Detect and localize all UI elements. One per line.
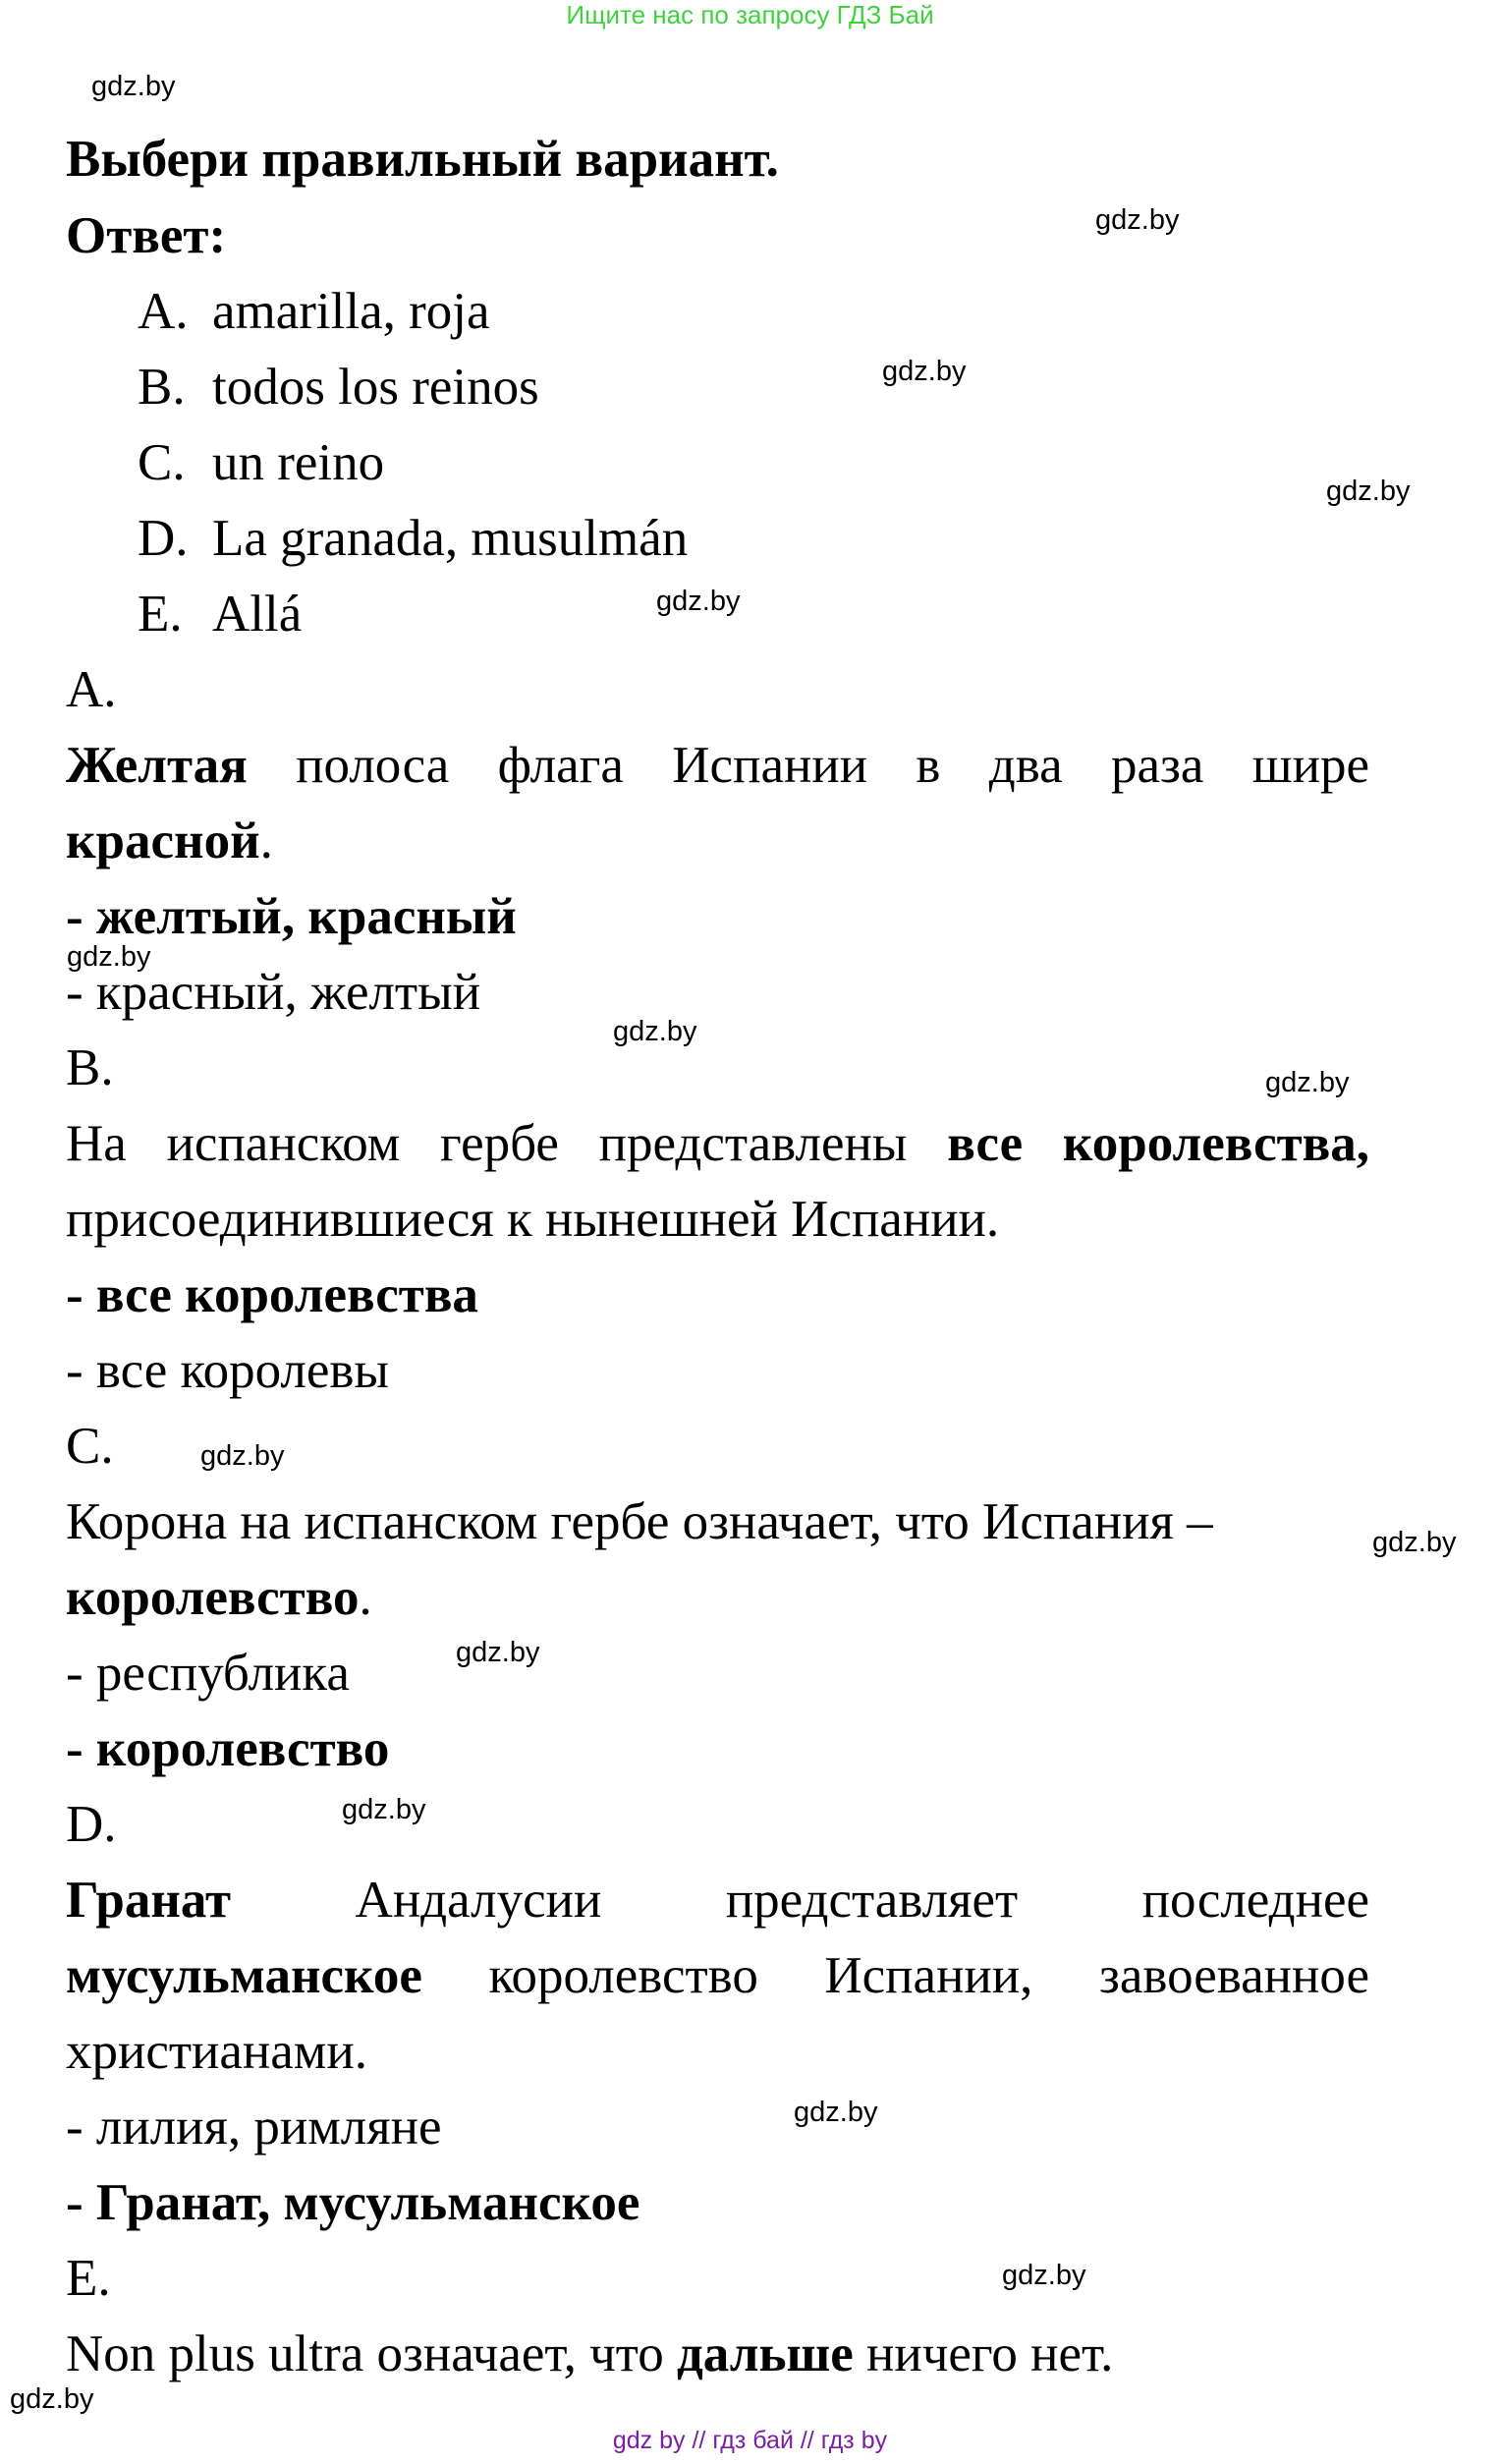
choice-wrong: - красный, желтый xyxy=(66,964,481,1021)
choice-correct: - все королевства xyxy=(66,1266,478,1323)
task-title: Выбери правильный вариант. xyxy=(66,131,779,188)
choice-wrong: - лилия, римляне xyxy=(66,2099,442,2156)
choice-wrong: - все королевы xyxy=(66,1342,390,1399)
sentence-text: ничего нет. xyxy=(853,2325,1114,2382)
sentence-text: На испанском гербе представлены xyxy=(66,1115,948,1172)
section-letter-c: C. xyxy=(66,1418,114,1475)
highlight: Желтая xyxy=(66,737,248,794)
sentence-text: королевство Испании, завоеванное xyxy=(421,1947,1369,2004)
sentence-text: . xyxy=(259,812,273,869)
highlight: королевство xyxy=(66,1569,360,1626)
answer-option xyxy=(138,350,539,425)
watermark: gdz.by xyxy=(613,1016,697,1047)
watermark: gdz.by xyxy=(1002,2260,1086,2291)
choice-correct: - желтый, красный xyxy=(66,888,517,945)
watermark: gdz.by xyxy=(67,941,151,973)
section-d-sentence-end: христианами. xyxy=(66,2023,367,2080)
option-letter: D. xyxy=(138,510,189,567)
option-letter: C. xyxy=(138,434,186,491)
highlight: красной xyxy=(66,812,260,869)
section-d-sentence-2 xyxy=(66,1938,1369,2014)
answer-option xyxy=(138,274,490,350)
section-a-sentence xyxy=(66,728,1369,804)
watermark: gdz.by xyxy=(1372,1527,1457,1558)
option-text: amarilla, roja xyxy=(212,283,490,340)
option-letter: B. xyxy=(138,359,186,416)
choice-wrong: - республика xyxy=(66,1645,350,1702)
option-text: La granada, musulmán xyxy=(212,510,689,567)
watermark: gdz.by xyxy=(91,71,176,102)
section-a-sentence-end xyxy=(66,804,273,879)
watermark: gdz.by xyxy=(656,586,741,617)
watermark: gdz.by xyxy=(200,1440,285,1472)
footer-links[interactable]: gdz by // гдз бай // гдз by xyxy=(612,2427,888,2454)
search-hint-header: Ищите нас по запросу ГДЗ Бай xyxy=(566,0,934,29)
sentence-text: полоса флага Испании в два раза шире xyxy=(247,737,1369,794)
watermark: gdz.by xyxy=(794,2097,878,2128)
watermark: gdz.by xyxy=(10,2383,94,2415)
watermark: gdz.by xyxy=(342,1794,426,1825)
watermark: gdz.by xyxy=(456,1637,540,1668)
section-e-sentence xyxy=(66,2317,1113,2392)
sentence-text: Андалусии представляет последнее xyxy=(231,1872,1369,1929)
watermark: gdz.by xyxy=(1265,1067,1350,1098)
highlight: Гранат xyxy=(66,1872,232,1929)
section-c-sentence-end xyxy=(66,1560,372,1636)
highlight: дальше xyxy=(676,2325,854,2382)
section-b-sentence-end: присоединившиеся к нынешней Испании. xyxy=(66,1191,1000,1248)
answer-option xyxy=(138,501,688,577)
section-c-sentence: Корона на испанском гербе означает, что Испания – xyxy=(66,1493,1213,1550)
section-b-sentence xyxy=(66,1106,1369,1182)
answer-option xyxy=(138,425,384,501)
section-letter-d: D. xyxy=(66,1796,117,1853)
highlight: все королевства, xyxy=(947,1115,1369,1172)
option-text: un reino xyxy=(212,434,385,491)
choice-correct: - королевство xyxy=(66,1720,390,1777)
option-text: Allá xyxy=(212,586,303,643)
section-letter-b: B. xyxy=(66,1039,114,1096)
sentence-text: . xyxy=(359,1569,372,1626)
watermark: gdz.by xyxy=(1095,204,1180,236)
watermark: gdz.by xyxy=(1326,476,1411,507)
choice-correct: - Гранат, мусульманское xyxy=(66,2174,640,2231)
section-letter-a: A. xyxy=(66,661,117,718)
option-letter: E. xyxy=(138,586,183,643)
option-letter: A. xyxy=(138,283,189,340)
sentence-text: Non plus ultra означает, что xyxy=(66,2325,677,2382)
answer-label: Ответ: xyxy=(66,207,227,264)
watermark: gdz.by xyxy=(882,356,967,387)
highlight: мусульманское xyxy=(66,1947,422,2004)
option-text: todos los reinos xyxy=(212,359,539,416)
section-letter-e: E. xyxy=(66,2250,111,2307)
answer-option xyxy=(138,577,302,652)
section-d-sentence xyxy=(66,1863,1369,1938)
